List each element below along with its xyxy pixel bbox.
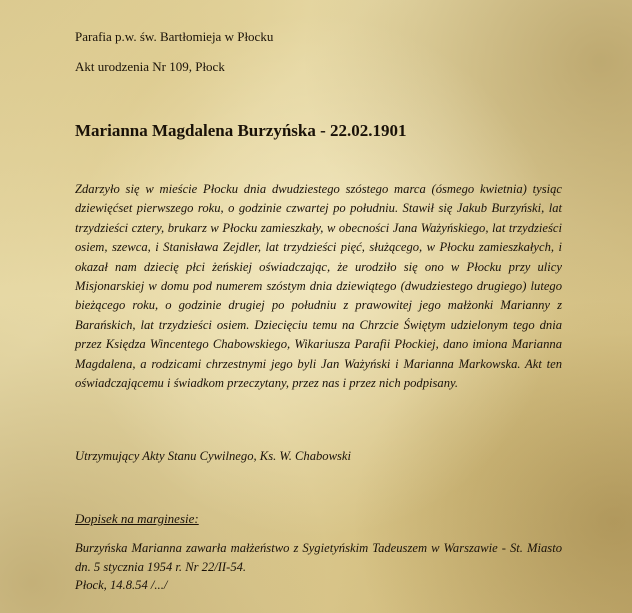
parish-name: Parafia p.w. św. Bartłomieja w Płocku xyxy=(75,29,274,44)
record-body: Zdarzyło się w mieście Płocku dnia dwudziestego szóstego marca (ósmego kwietnia) tysiąc dziewięćset pierwszego roku, o godzinie czwartej po południu. Stawił się Jakub Burzyński, lat trzydzieści cztery, brukarz w Płocku zamieszkały, w obecności Jana Ważyńskiego, lat trzydzieści osiem, szewca, i Stanisława Zejdler, lat trzydzieści pięć, służącego, w Płocku zamieszkałych, i okazał nam dziecię płci żeńskiej oświadczając, że urodziło się ono w Płocku przy ulicy Misjonarskiej w domu pod numerem szóstym dnia dziewiątego (dwudziestego drugiego) lutego bieżącego roku, o godzinie drugiej po południu z prawowitej jego małżonki Marianny z Barańskich, lat trzydzieści osiem. Dziecięciu temu na Chrzcie Świętym udzielonym tego dnia przez Księdza Wincentego Chabowskiego, Wikariusza Parafii Płockiej, dano imiona Marianna Magdalena, a rodzicami chrzestnymi jego byli Jan Ważyński i Marianna Markowska. Akt ten oświadczającemu i świadkom przeczytany, przez nas i przez nich podpisany. xyxy=(75,182,562,391)
marginal-note-heading: Dopisek na marginesie: xyxy=(75,511,199,526)
registrar-signature: Utrzymujący Akty Stanu Cywilnego, Ks. W. Chabowski xyxy=(75,449,351,463)
marginal-note-place-date: Płock, 14.8.54 /.../ xyxy=(75,578,168,592)
record-title: Marianna Magdalena Burzyńska - 22.02.1901 xyxy=(75,121,407,140)
act-number: Akt urodzenia Nr 109, Płock xyxy=(75,59,225,74)
marginal-note-text: Burzyńska Marianna zawarła małżeństwo z Sygietyńskim Tadeuszem w Warszawie - St. Miasto dn. 5 stycznia 1954 r. Nr 22/II-54. xyxy=(75,541,562,575)
